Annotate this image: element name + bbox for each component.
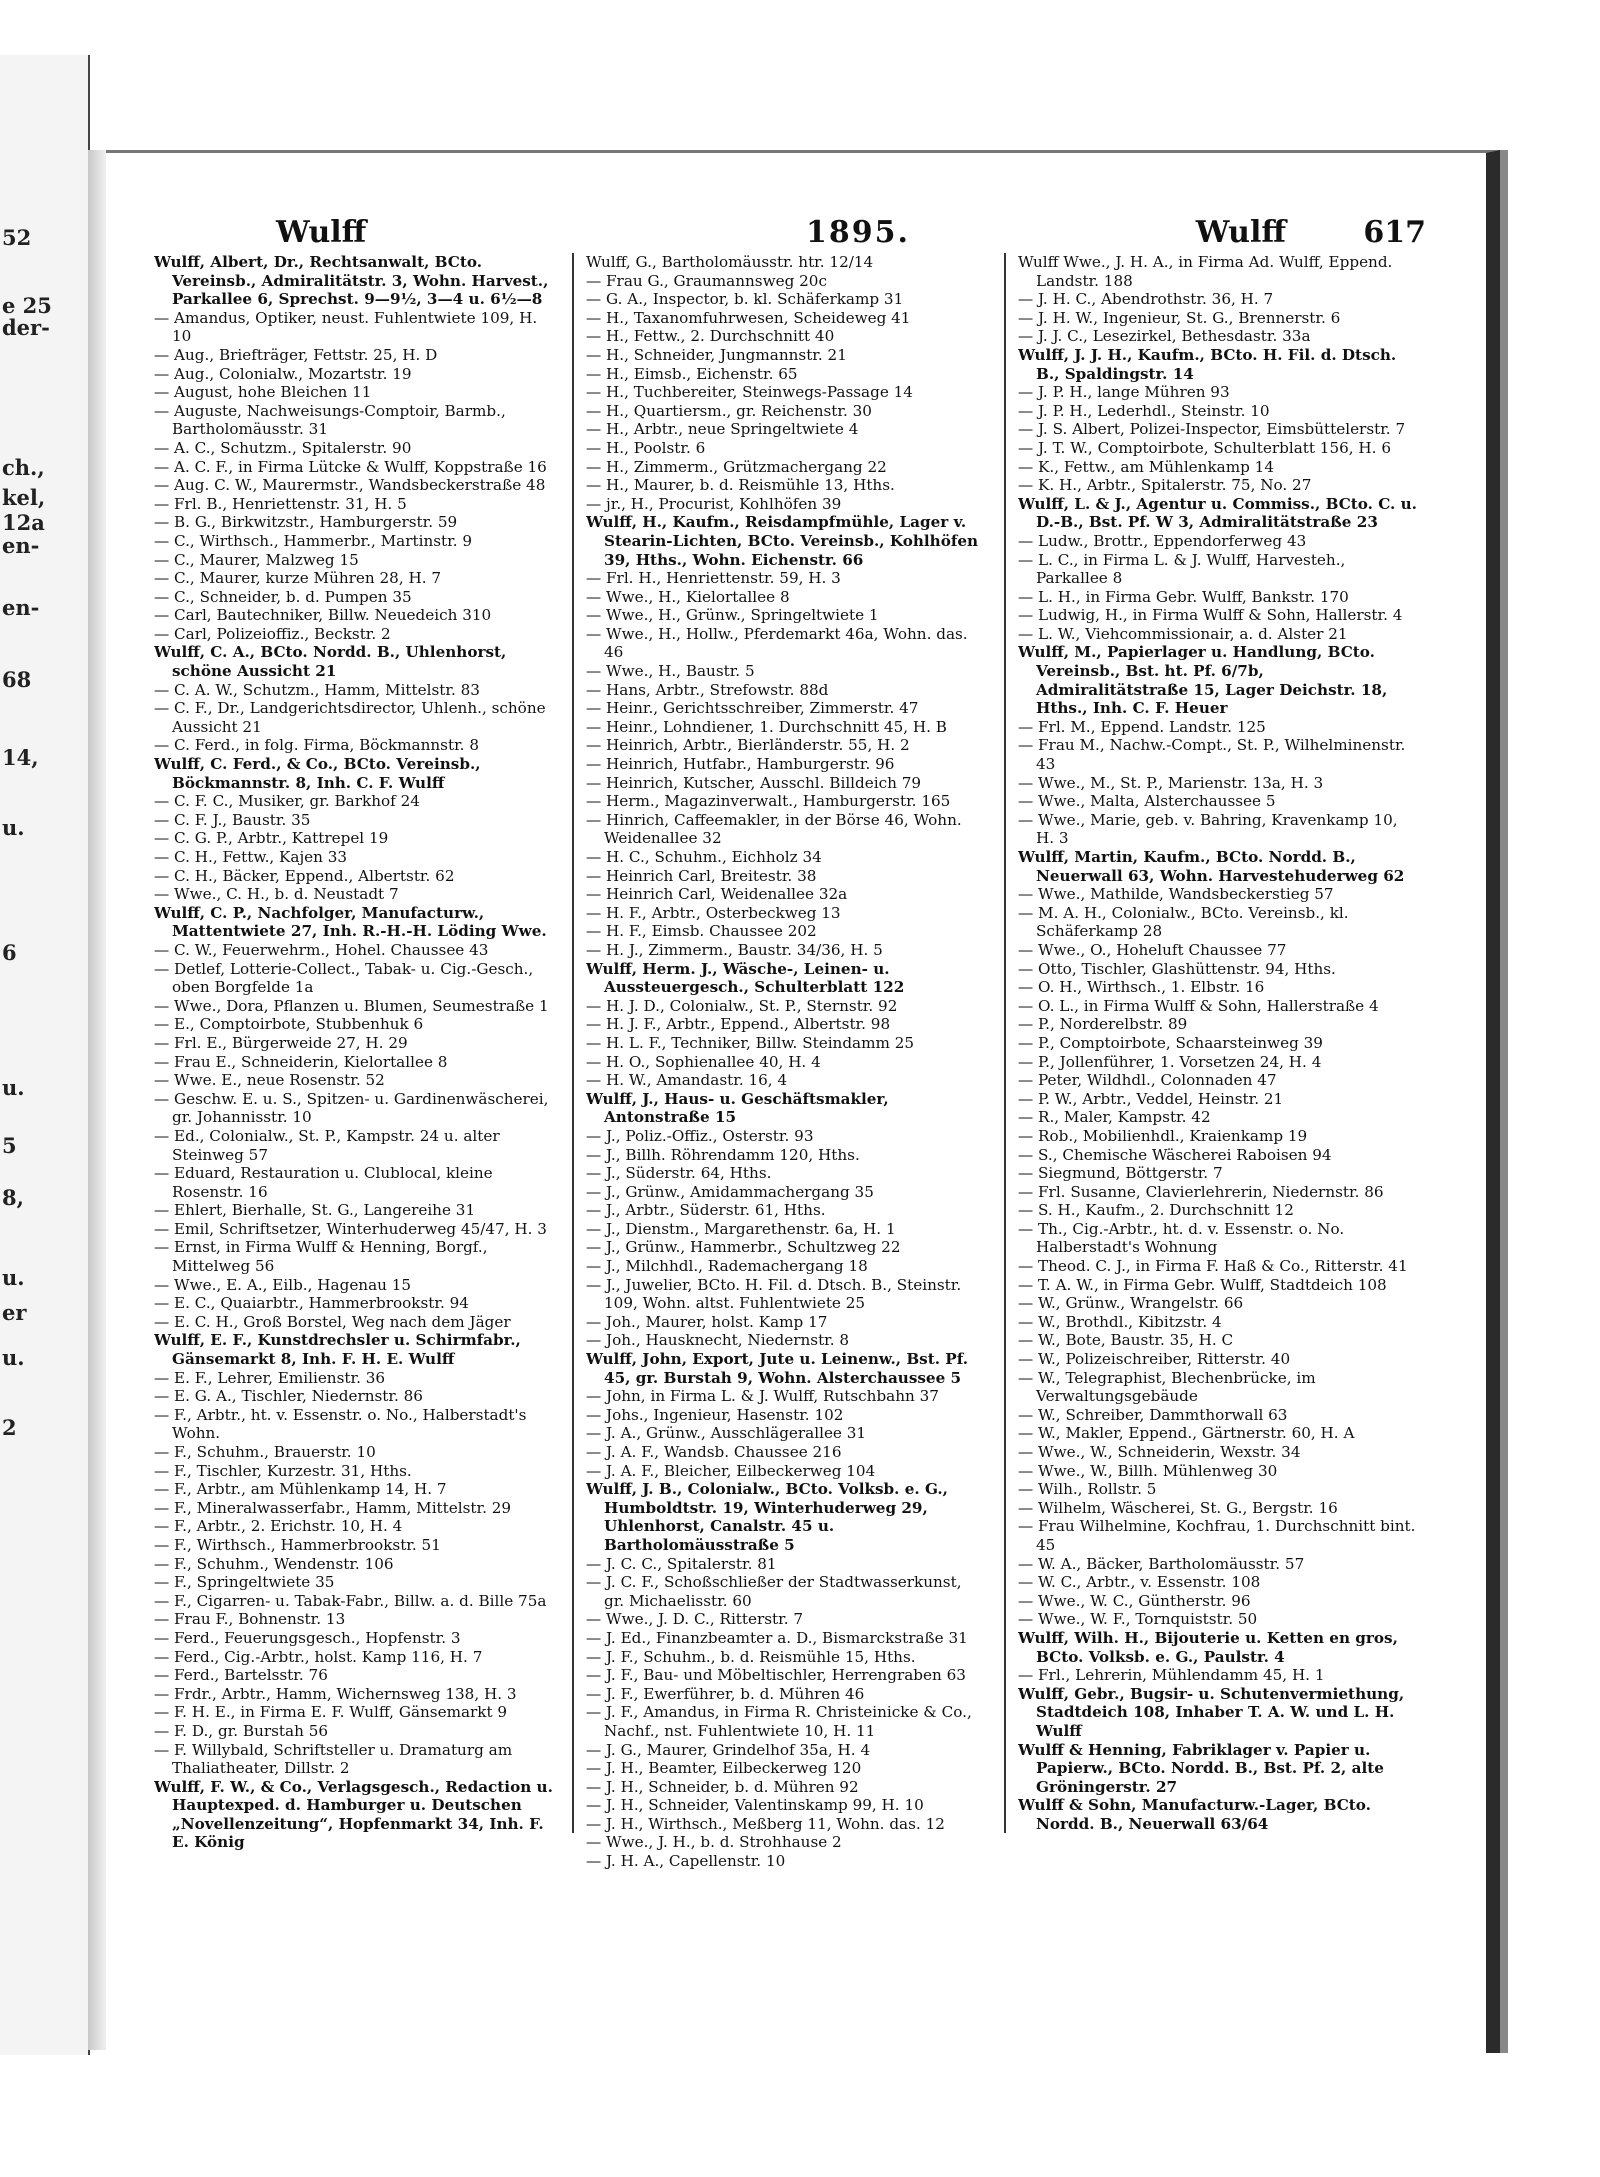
directory-entry: — Wwe. E., neue Rosenstr. 52 xyxy=(154,1071,385,1090)
header-year: 1895. xyxy=(806,215,910,250)
directory-entry: — J. F., Amandus, in Firma R. Christeinicke & Co., Nachf., nst. Fuhlentwiete 10, H. 11 xyxy=(586,1703,972,1740)
directory-entry: — H. C., Schuhm., Eichholz 34 xyxy=(586,848,822,866)
directory-entry: — F., Schuhm., Wendenstr. 106 xyxy=(154,1554,394,1573)
directory-entry: — Wwe., W., Schneiderin, Wexstr. 34 xyxy=(1018,1443,1301,1461)
directory-entry: — H., Quartiersm., gr. Reichenstr. 30 xyxy=(586,401,872,420)
directory-entry: — J., Milchhdl., Rademachergang 18 xyxy=(586,1257,868,1276)
directory-entry: — Ehlert, Bierhalle, St. G., Langereihe 31 xyxy=(154,1201,476,1220)
directory-entry: — Wwe., J. H., b. d. Strohhause 2 xyxy=(586,1833,842,1852)
directory-entry: — T. A. W., in Firma Gebr. Wulff, Stadtdeich 108 xyxy=(1018,1275,1387,1294)
directory-entry: — Ludwig, H., in Firma Wulff & Sohn, Hallerstr. 4 xyxy=(1018,606,1403,625)
directory-entry: — J., Arbtr., Süderstr. 61, Hths. xyxy=(586,1201,826,1220)
previous-page-fragment: ch., xyxy=(2,455,45,480)
directory-entry: — H., Schneider, Jungmannstr. 21 xyxy=(586,345,847,364)
directory-entry: — W., Polizeischreiber, Ritterstr. 40 xyxy=(1018,1350,1291,1369)
directory-entry: — Wwe., H., Kielortallee 8 xyxy=(586,587,790,606)
directory-main-entry: Wulff, C. Ferd., & Co., BCto. Vereinsb., Böckmannstr. 8, Inh. C. F. Wulff xyxy=(154,755,481,792)
previous-page-fragment: 52 xyxy=(2,225,32,250)
directory-entry: — Auguste, Nachweisungs-Comptoir, Barmb., Bartholomäusstr. 31 xyxy=(154,401,506,439)
directory-entry: — W. A., Bäcker, Bartholomäusstr. 57 xyxy=(1018,1554,1305,1573)
directory-entry: — Hans, Arbtr., Strefowstr. 88d xyxy=(586,680,829,699)
directory-entry: — Heinrich Carl, Breitestr. 38 xyxy=(586,866,817,885)
directory-entry: — Wwe., Malta, Alsterchaussee 5 xyxy=(1018,792,1276,811)
directory-entry: — C. Ferd., in folg. Firma, Böckmannstr. 8 xyxy=(154,736,479,755)
directory-entry: — Wilh., Rollstr. 5 xyxy=(1018,1480,1157,1499)
directory-entry: — C. G. P., Arbtr., Kattrepel 19 xyxy=(154,829,389,848)
directory-entry: — H., Arbtr., neue Springeltwiete 4 xyxy=(586,420,859,439)
directory-entry: — H., Tuchbereiter, Steinwegs-Passage 14 xyxy=(586,383,913,402)
directory-entry: — F., Springeltwiete 35 xyxy=(154,1573,335,1592)
directory-entry: — J. H. C., Abendrothstr. 36, H. 7 xyxy=(1018,290,1274,309)
directory-entry: — Frl. H., Henriettenstr. 59, H. 3 xyxy=(586,569,841,588)
directory-entry: — J., Billh. Röhrendamm 120, Hths. xyxy=(586,1145,860,1164)
directory-main-entry: Wulff, C. A., BCto. Nordd. B., Uhlenhorst, schöne Aussicht 21 xyxy=(154,643,507,681)
directory-main-entry: Wulff, Wilh. H., Bijouterie u. Ketten en gros, BCto. Volksb. e. G., Paulstr. 4 xyxy=(1018,1628,1398,1666)
directory-entry: — F., Mineralwasserfabr., Hamm, Mittelstr. 29 xyxy=(154,1498,512,1517)
directory-entry: — F., Arbtr., am Mühlenkamp 14, H. 7 xyxy=(154,1480,447,1499)
directory-entry: — H. F., Arbtr., Osterbeckweg 13 xyxy=(586,903,841,922)
directory-entry: — C., Schneider, b. d. Pumpen 35 xyxy=(154,587,412,606)
directory-entry: — J. H. W., Ingenieur, St. G., Brennerstr. 6 xyxy=(1018,308,1341,327)
directory-entry: — J. P. H., Lederhdl., Steinstr. 10 xyxy=(1018,401,1270,420)
directory-entry: — Herm., Magazinverwalt., Hamburgerstr. 165 xyxy=(586,792,951,811)
directory-entry: — J., Grünw., Hammerbr., Schultzweg 22 xyxy=(586,1238,901,1257)
directory-entry: — J. A. F., Bleicher, Eilbeckerweg 104 xyxy=(586,1461,876,1480)
directory-main-entry: Wulff, J. J. H., Kaufm., BCto. H. Fil. d. Dtsch. B., Spaldingstr. 14 xyxy=(1018,345,1397,383)
directory-entry: — J. Ed., Finanzbeamter a. D., Bismarckstraße 31 xyxy=(586,1628,968,1647)
directory-entry: — Detlef, Lotterie-Collect., Tabak- u. Cig.-Gesch., oben Borgfelde 1a xyxy=(154,959,534,997)
previous-page-fragment: 5 xyxy=(2,1133,17,1158)
directory-entry: — Joh., Hausknecht, Niedernstr. 8 xyxy=(586,1331,850,1350)
directory-main-entry: Wulff, Herm. J., Wäsche-, Leinen- u. Aussteuergesch., Schulterblatt 122 xyxy=(586,959,905,997)
previous-page-fragment: 12a xyxy=(2,510,45,535)
directory-entry: — W., Bote, Baustr. 35, H. C xyxy=(1018,1331,1234,1350)
directory-entry: — A. C., Schutzm., Spitalerstr. 90 xyxy=(154,438,412,457)
directory-entry: — J. G., Maurer, Grindelhof 35a, H. 4 xyxy=(586,1740,871,1759)
directory-entry: — H., Maurer, b. d. Reismühle 13, Hths. xyxy=(586,476,895,495)
directory-entry: — Wwe., Marie, geb. v. Bahring, Kravenkamp 10, H. 3 xyxy=(1018,810,1398,848)
directory-entry: — Frl. B., Henriettenstr. 31, H. 5 xyxy=(154,494,407,513)
directory-entry: — E. F., Lehrer, Emilienstr. 36 xyxy=(154,1368,386,1387)
directory-entry: — F., Cigarren- u. Tabak-Fabr., Billw. a. d. Bille 75a xyxy=(154,1591,547,1610)
directory-entry: — O. L., in Firma Wulff & Sohn, Hallerstraße 4 xyxy=(1018,996,1379,1015)
directory-entry: — P., Comptoirbote, Schaarsteinweg 39 xyxy=(1018,1033,1323,1052)
directory-entry: — F., Schuhm., Brauerstr. 10 xyxy=(154,1443,376,1461)
directory-entry: — Frl. M., Eppend. Landstr. 125 xyxy=(1018,717,1266,736)
directory-main-entry: Wulff, H., Kaufm., Reisdampfmühle, Lager v. Stearin-Lichten, BCto. Vereinsb., Kohlhöfen 39, Hths., Wohn. Eichenstr. 66 xyxy=(586,513,979,569)
directory-entry: — H., Zimmerm., Grützmachergang 22 xyxy=(586,457,887,476)
previous-page-fragment: u. xyxy=(2,815,25,840)
directory-entry: — J. A. F., Wandsb. Chaussee 216 xyxy=(586,1443,842,1461)
directory-entry: — O. H., Wirthsch., 1. Elbstr. 16 xyxy=(1018,978,1265,997)
directory-entry: — H. W., Amandastr. 16, 4 xyxy=(586,1071,788,1090)
directory-entry: — J., Dienstm., Margarethenstr. 6a, H. 1 xyxy=(586,1219,896,1238)
directory-entry: — W., Telegraphist, Blechenbrücke, im Verwaltungsgebäude xyxy=(1018,1368,1316,1406)
directory-entry: — Heinrich, Kutscher, Ausschl. Billdeich 79 xyxy=(586,773,922,792)
directory-entry: — H. F., Eimsb. Chaussee 202 xyxy=(586,922,817,941)
previous-page-fragment: u. xyxy=(2,1265,25,1290)
directory-entry: — M. A. H., Colonialw., BCto. Vereinsb., kl. Schäferkamp 28 xyxy=(1018,903,1349,941)
header-left-keyword: Wulff xyxy=(276,215,367,250)
directory-entry: — C., Wirthsch., Hammerbr., Martinstr. 9 xyxy=(154,531,473,550)
directory-entry: — H. J. F., Arbtr., Eppend., Albertstr. 98 xyxy=(586,1015,891,1034)
directory-entry: — H., Fettw., 2. Durchschnitt 40 xyxy=(586,327,835,346)
directory-entry: — C. F. J., Baustr. 35 xyxy=(154,810,311,829)
directory-entry: — Frl., Lehrerin, Mühlendamm 45, H. 1 xyxy=(1018,1666,1325,1685)
directory-entry: — J. F., Ewerführer, b. d. Mühren 46 xyxy=(586,1684,865,1703)
directory-entry: — C. H., Bäcker, Eppend., Albertstr. 62 xyxy=(154,866,455,885)
directory-entry: — Peter, Wildhdl., Colonnaden 47 xyxy=(1018,1071,1277,1090)
directory-columns xyxy=(154,253,1450,2033)
previous-page-edge xyxy=(0,55,90,2055)
directory-entry: — H., Taxanomfuhrwesen, Scheideweg 41 xyxy=(586,308,911,327)
directory-entry: — Wwe., J. D. C., Ritterstr. 7 xyxy=(586,1610,804,1629)
directory-entry: — J. H., Beamter, Eilbeckerweg 120 xyxy=(586,1759,862,1778)
directory-entry: — L. C., in Firma L. & J. Wulff, Harvesteh., Parkallee 8 xyxy=(1018,550,1346,588)
directory-entry: — Wwe., W., Billh. Mühlenweg 30 xyxy=(1018,1461,1278,1480)
directory-entry: — F., Wirthsch., Hammerbrookstr. 51 xyxy=(154,1535,441,1554)
directory-entry: — S. H., Kaufm., 2. Durchschnitt 12 xyxy=(1018,1201,1294,1220)
directory-entry: — F. H. E., in Firma E. F. Wulff, Gänsemarkt 9 xyxy=(154,1703,508,1722)
directory-entry: — H. J. D., Colonialw., St. P., Sternstr. 92 xyxy=(586,996,898,1015)
directory-entry: — Ferd., Feuerungsgesch., Hopfenstr. 3 xyxy=(154,1628,461,1647)
directory-entry: — Wwe., C. H., b. d. Neustadt 7 xyxy=(154,885,399,904)
column-3 xyxy=(1018,253,1418,2033)
directory-entry: — Ed., Colonialw., St. P., Kampstr. 24 u. alter Steinweg 57 xyxy=(154,1126,500,1164)
directory-entry: — Ernst, in Firma Wulff & Henning, Borgf., Mittelweg 56 xyxy=(154,1238,488,1276)
directory-main-entry: Wulff, Martin, Kaufm., BCto. Nordd. B., Neuerwall 63, Wohn. Harvestehuderweg 62 xyxy=(1018,848,1405,885)
directory-entry: — K. H., Arbtr., Spitalerstr. 75, No. 27 xyxy=(1018,476,1312,495)
directory-entry: — Otto, Tischler, Glashüttenstr. 94, Hths. xyxy=(1018,959,1336,978)
directory-entry: — K., Fettw., am Mühlenkamp 14 xyxy=(1018,457,1274,476)
directory-entry: — E. G. A., Tischler, Niedernstr. 86 xyxy=(154,1387,423,1406)
directory-entry: — L. W., Viehcommissionair, a. d. Alster 21 xyxy=(1018,624,1348,643)
directory-entry: — Frl. Susanne, Clavierlehrerin, Niedernstr. 86 xyxy=(1018,1182,1384,1201)
directory-main-entry: Wulff, J. B., Colonialw., BCto. Volksb. e. G., Humboldtstr. 19, Winterhuderweg 29, Uhlenhorst, Canalstr. 45 u. Bartholomäusstraße 5 xyxy=(586,1480,948,1554)
directory-main-entry: Wulff & Sohn, Manufacturw.-Lager, BCto. Nordd. B., Neuerwall 63/64 xyxy=(1018,1796,1371,1833)
header-right-keyword: Wulff xyxy=(1195,215,1286,250)
directory-entry: — Wwe., E. A., Eilb., Hagenau 15 xyxy=(154,1275,412,1294)
previous-page-fragment: er xyxy=(2,1300,27,1325)
directory-entry: — Geschw. E. u. S., Spitzen- u. Gardinenwäscherei, gr. Johannisstr. 10 xyxy=(154,1089,549,1127)
directory-entry: — W. C., Arbtr., v. Essenstr. 108 xyxy=(1018,1573,1261,1592)
previous-page-fragment: kel, xyxy=(2,485,46,510)
directory-entry: — J. P. H., lange Mühren 93 xyxy=(1018,383,1230,402)
directory-main-entry: Wulff, Albert, Dr., Rechtsanwalt, BCto. Vereinsb., Admiralitätstr. 3, Wohn. Harvest., Parkallee 6, Sprechst. 9—9½, 3—4 u. 6½—8 xyxy=(154,253,549,309)
directory-entry: — C., Maurer, kurze Mühren 28, H. 7 xyxy=(154,569,442,588)
directory-entry: — Aug. C. W., Maurermstr., Wandsbeckerstraße 48 xyxy=(154,476,546,495)
directory-main-entry: Wulff, M., Papierlager u. Handlung, BCto. Vereinsb., Bst. ht. Pf. 6/7b, Admiralitätstraße 15, Lager Deichstr. 18, Hths., Inh. C. F. Heuer xyxy=(1018,643,1388,718)
directory-entry: — Heinrich, Arbtr., Bierländerstr. 55, H. 2 xyxy=(586,736,910,755)
directory-main-entry: Wulff, Gebr., Bugsir- u. Schutenvermiethung, Stadtdeich 108, Inhaber T. A. W. und L. H. Wulff xyxy=(1018,1684,1405,1740)
directory-main-entry: Wulff, C. P., Nachfolger, Manufacturw., Mattentwiete 27, Inh. R.-H.-H. Löding Wwe. xyxy=(154,903,547,941)
directory-entry: — G. A., Inspector, b. kl. Schäferkamp 31 xyxy=(586,290,904,309)
directory-entry: — J. J. C., Lesezirkel, Bethesdastr. 33a xyxy=(1018,327,1311,346)
directory-entry: — H. L. F., Techniker, Billw. Steindamm 25 xyxy=(586,1033,915,1052)
directory-entry: — H., Eimsb., Eichenstr. 65 xyxy=(586,364,798,383)
directory-main-entry: Wulff & Henning, Fabriklager v. Papier u. Papierw., BCto. Nordd. B., Bst. Pf. 2, alte Gröningerstr. 27 xyxy=(1018,1740,1384,1796)
directory-entry: — Ludw., Brottr., Eppendorferweg 43 xyxy=(1018,531,1307,550)
directory-entry: — C. F. C., Musiker, gr. Barkhof 24 xyxy=(154,792,420,811)
directory-entry: — J. F., Schuhm., b. d. Reismühle 15, Hths. xyxy=(586,1647,916,1666)
directory-entry: — C. W., Feuerwehrm., Hohel. Chaussee 43 xyxy=(154,940,489,959)
directory-entry: — Rob., Mobilienhdl., Kraienkamp 19 xyxy=(1018,1126,1308,1145)
directory-entry: — W., Schreiber, Dammthorwall 63 xyxy=(1018,1405,1288,1424)
directory-entry: — F., Tischler, Kurzestr. 31, Hths. xyxy=(154,1461,412,1480)
directory-entry: — J. S. Albert, Polizei-Inspector, Eimsbüttelerstr. 7 xyxy=(1018,420,1406,439)
directory-entry: — S., Chemische Wäscherei Raboisen 94 xyxy=(1018,1145,1332,1164)
directory-entry: — Th., Cig.-Arbtr., ht. d. v. Essenstr. o. No. Halberstadt's Wohnung xyxy=(1018,1219,1345,1257)
directory-entry: — Aug., Colonialw., Mozartstr. 19 xyxy=(154,364,412,383)
directory-entry: — Wilhelm, Wäscherei, St. G., Bergstr. 16 xyxy=(1018,1498,1338,1517)
directory-entry: — Heinrich Carl, Weidenallee 32a xyxy=(586,885,848,904)
directory-entry: — Frl. E., Bürgerweide 27, H. 29 xyxy=(154,1033,408,1052)
directory-entry: — Wwe., H., Baustr. 5 xyxy=(586,662,755,681)
directory-main-entry: Wulff, J., Haus- u. Geschäftsmakler, Antonstraße 15 xyxy=(586,1089,889,1127)
directory-entry: — L. H., in Firma Gebr. Wulff, Bankstr. 170 xyxy=(1018,587,1349,606)
directory-entry: — F. Willybald, Schriftsteller u. Dramaturg am Thaliatheater, Dillstr. 2 xyxy=(154,1740,513,1778)
directory-entry: — W., Makler, Eppend., Gärtnerstr. 60, H. A xyxy=(1018,1424,1355,1443)
directory-entry: — August, hohe Bleichen 11 xyxy=(154,383,372,402)
directory-entry: — E., Comptoirbote, Stubbenhuk 6 xyxy=(154,1015,424,1034)
directory-entry: — Hinrich, Caffeemakler, in der Börse 46, Wohn. Weidenallee 32 xyxy=(586,810,962,848)
directory-entry: — J. C. C., Spitalerstr. 81 xyxy=(586,1554,777,1573)
directory-entry: — P. W., Arbtr., Veddel, Heinstr. 21 xyxy=(1018,1089,1284,1108)
directory-entry: — J., Süderstr. 64, Hths. xyxy=(586,1164,772,1183)
directory-entry: — Carl, Polizeioffiz., Beckstr. 2 xyxy=(154,624,391,643)
directory-entry: — Emil, Schriftsetzer, Winterhuderweg 45/47, H. 3 xyxy=(154,1219,547,1238)
book-gutter xyxy=(88,150,106,2050)
column-1 xyxy=(154,253,554,2033)
directory-entry: — Frau Wilhelmine, Kochfrau, 1. Durchschnitt bint. 45 xyxy=(1018,1517,1416,1554)
directory-entry: — Wwe., W. C., Güntherstr. 96 xyxy=(1018,1591,1251,1610)
directory-entry: — J. H., Schneider, b. d. Mühren 92 xyxy=(586,1777,859,1796)
directory-main-entry: Wulff, John, Export, Jute u. Leinenw., Bst. Pf. 45, gr. Burstah 9, Wohn. Alsterchaussee 5 xyxy=(586,1350,968,1387)
directory-main-entry: Wulff, E. F., Kunstdrechsler u. Schirmfabr., Gänsemarkt 8, Inh. F. H. E. Wulff xyxy=(154,1331,521,1369)
previous-page-fragment: e 25 xyxy=(2,293,52,318)
directory-entry: — Heinr., Lohndiener, 1. Durchschnitt 45, H. B xyxy=(586,717,947,736)
directory-entry: — H. O., Sophienallee 40, H. 4 xyxy=(586,1052,821,1071)
directory-entry: — Amandus, Optiker, neust. Fuhlentwiete 109, H. 10 xyxy=(154,308,538,346)
directory-entry: — C. F., Dr., Landgerichtsdirector, Uhlenh., schöne Aussicht 21 xyxy=(154,699,546,736)
directory-entry: — J. H. A., Capellenstr. 10 xyxy=(586,1852,786,1871)
directory-main-entry: Wulff, L. & J., Agentur u. Commiss., BCto. C. u. D.-B., Bst. Pf. W 3, Admiralitätstraße 23 xyxy=(1018,494,1417,532)
directory-entry: — Wwe., Mathilde, Wandsbeckerstieg 57 xyxy=(1018,885,1334,904)
directory-entry: — J. T. W., Comptoirbote, Schulterblatt 156, H. 6 xyxy=(1018,438,1391,457)
directory-entry: — Theod. C. J., in Firma F. Haß & Co., Ritterstr. 41 xyxy=(1018,1257,1408,1276)
directory-entry: — J. C. F., Schoßschließer der Stadtwasserkunst, gr. Michaelisstr. 60 xyxy=(586,1573,962,1610)
directory-entry: — F., Arbtr., ht. v. Essenstr. o. No., Halberstadt's Wohn. xyxy=(154,1405,527,1443)
directory-entry: — J. A., Grünw., Ausschlägerallee 31 xyxy=(586,1424,867,1443)
previous-page-fragment: en- xyxy=(2,533,40,558)
directory-entry: — Frdr., Arbtr., Hamm, Wichernsweg 138, H. 3 xyxy=(154,1684,517,1703)
directory-entry: — J. H., Wirthsch., Meßberg 11, Wohn. das. 12 xyxy=(586,1814,945,1833)
directory-entry: — Ferd., Bartelsstr. 76 xyxy=(154,1666,328,1685)
directory-entry: — C. H., Fettw., Kajen 33 xyxy=(154,848,348,866)
directory-entry: — W., Grünw., Wrangelstr. 66 xyxy=(1018,1294,1244,1313)
directory-entry: — Wwe., Dora, Pflanzen u. Blumen, Seumestraße 1 xyxy=(154,996,549,1015)
directory-entry: — John, in Firma L. & J. Wulff, Rutschbahn 37 xyxy=(586,1387,939,1406)
directory-entry: — Aug., Briefträger, Fettstr. 25, H. D xyxy=(154,345,438,364)
directory-entry: — Wwe., H., Grünw., Springeltwiete 1 xyxy=(586,606,879,625)
directory-entry: — F., Arbtr., 2. Erichstr. 10, H. 4 xyxy=(154,1517,403,1536)
directory-entry: — J. H., Schneider, Valentinskamp 99, H. 10 xyxy=(586,1796,924,1815)
directory-entry: — Wwe., O., Hoheluft Chaussee 77 xyxy=(1018,940,1287,959)
previous-page-fragment: 14, xyxy=(2,745,39,770)
previous-page-fragment: der- xyxy=(2,315,50,340)
directory-entry: — Wwe., M., St. P., Marienstr. 13a, H. 3 xyxy=(1018,773,1324,792)
previous-page-fragment: en- xyxy=(2,595,40,620)
directory-entry: — J., Juwelier, BCto. H. Fil. d. Dtsch. B., Steinstr. 109, Wohn. altst. Fuhlentwiete 25 xyxy=(586,1275,962,1313)
directory-entry: Wulff Wwe., J. H. A., in Firma Ad. Wulff, Eppend. Landstr. 188 xyxy=(1018,253,1393,290)
directory-entry: — Ferd., Cig.-Arbtr., holst. Kamp 116, H. 7 xyxy=(154,1647,483,1666)
directory-entry: — E. C. H., Groß Borstel, Weg nach dem Jäger xyxy=(154,1312,511,1331)
directory-entry: — Frau G., Graumannsweg 20c xyxy=(586,271,827,290)
directory-main-entry: Wulff, F. W., & Co., Verlagsgesch., Redaction u. Hauptexped. d. Hamburger u. Deutschen „Novellenzeitung“, Hopfenmarkt 34, Inh. F. E. König xyxy=(154,1777,553,1852)
directory-entry: — H., Poolstr. 6 xyxy=(586,438,706,457)
directory-entry: — C., Maurer, Malzweg 15 xyxy=(154,550,359,569)
directory-entry: — Frau E., Schneiderin, Kielortallee 8 xyxy=(154,1052,448,1071)
directory-entry: — Wwe., H., Hollw., Pferdemarkt 46a, Wohn. das. 46 xyxy=(586,624,968,662)
previous-page-fragment: 68 xyxy=(2,667,32,692)
directory-entry: — Joh., Maurer, holst. Kamp 17 xyxy=(586,1312,828,1331)
directory-entry: — Frau F., Bohnenstr. 13 xyxy=(154,1610,346,1629)
directory-page xyxy=(106,150,1500,2053)
directory-entry: — Siegmund, Böttgerstr. 7 xyxy=(1018,1164,1223,1183)
directory-entry: — Johs., Ingenieur, Hasenstr. 102 xyxy=(586,1405,844,1424)
previous-page-fragment: 6 xyxy=(2,940,17,965)
directory-entry: — Carl, Bautechniker, Billw. Neuedeich 310 xyxy=(154,606,492,625)
directory-entry: — Eduard, Restauration u. Clublocal, kleine Rosenstr. 16 xyxy=(154,1164,493,1201)
directory-entry: — jr., H., Procurist, Kohlhöfen 39 xyxy=(586,494,842,513)
directory-entry: — E. C., Quaiarbtr., Hammerbrookstr. 94 xyxy=(154,1294,469,1313)
directory-entry: — R., Maler, Kampstr. 42 xyxy=(1018,1108,1211,1127)
directory-entry: — Frau M., Nachw.-Compt., St. P., Wilhelminenstr. 43 xyxy=(1018,736,1406,774)
directory-entry: — P., Jollenführer, 1. Vorsetzen 24, H. 4 xyxy=(1018,1052,1322,1071)
directory-entry: — C. A. W., Schutzm., Hamm, Mittelstr. 83 xyxy=(154,680,480,699)
previous-page-fragment: 8, xyxy=(2,1185,24,1210)
column-divider xyxy=(1004,253,1006,1833)
directory-entry: — W., Brothdl., Kibitzstr. 4 xyxy=(1018,1312,1222,1331)
directory-entry: — Heinr., Gerichtsschreiber, Zimmerstr. 47 xyxy=(586,699,919,718)
page-number: 617 xyxy=(1363,215,1426,250)
previous-page-fragment: 2 xyxy=(2,1415,17,1440)
directory-entry: — F. D., gr. Burstah 56 xyxy=(154,1721,329,1740)
directory-entry: — J., Poliz.-Offiz., Osterstr. 93 xyxy=(586,1126,814,1145)
previous-page-fragment: u. xyxy=(2,1075,25,1100)
directory-entry: — Wwe., W. F., Tornquiststr. 50 xyxy=(1018,1610,1258,1629)
directory-entry: — Heinrich, Hutfabr., Hamburgerstr. 96 xyxy=(586,755,895,774)
previous-page-fragment: u. xyxy=(2,1345,25,1370)
directory-entry: — J., Grünw., Amidammachergang 35 xyxy=(586,1182,874,1201)
directory-entry: — J. F., Bau- und Möbeltischler, Herrengraben 63 xyxy=(586,1666,966,1685)
directory-entry: — H. J., Zimmerm., Baustr. 34/36, H. 5 xyxy=(586,940,883,959)
directory-entry: — A. C. F., in Firma Lütcke & Wulff, Koppstraße 16 xyxy=(154,457,547,476)
directory-entry: — P., Norderelbstr. 89 xyxy=(1018,1015,1188,1034)
column-2 xyxy=(586,253,986,2033)
directory-entry: Wulff, G., Bartholomäusstr. htr. 12/14 xyxy=(586,253,874,271)
column-divider xyxy=(572,253,574,1833)
directory-entry: — B. G., Birkwitzstr., Hamburgerstr. 59 xyxy=(154,513,458,532)
